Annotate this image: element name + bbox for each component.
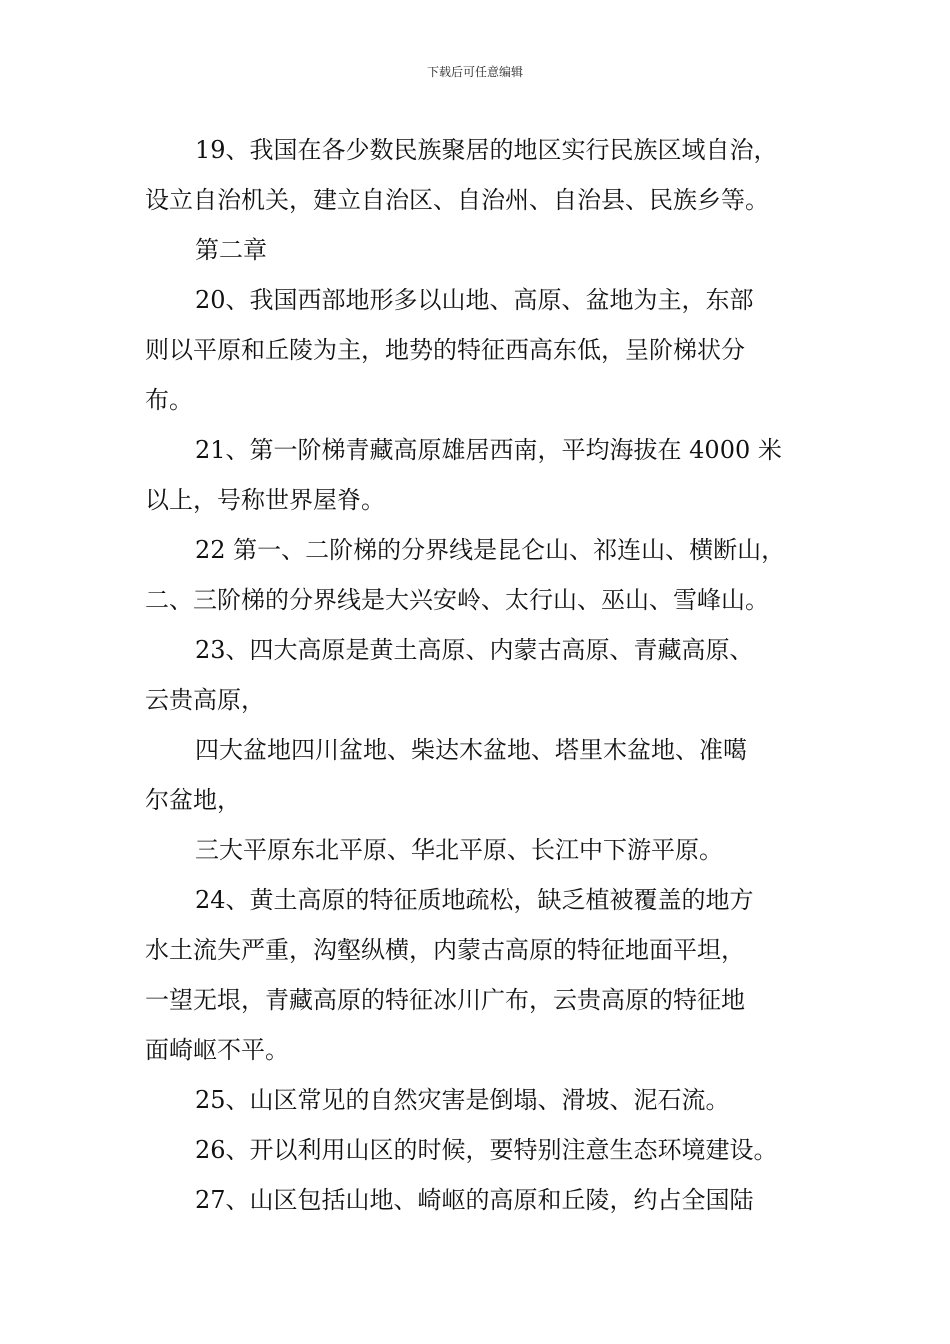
text-line: 以上，号称世界屋脊。 xyxy=(145,486,385,514)
text-line: 则以平原和丘陵为主，地势的特征西高东低，呈阶梯状分 xyxy=(145,336,745,364)
text-line: 24、黄土高原的特征质地疏松，缺乏植被覆盖的地方 xyxy=(195,886,754,914)
page-header: 下载后可任意编辑 xyxy=(426,65,523,79)
text-line: 26、开以利用山区的时候，要特别注意生态环境建设。 xyxy=(195,1136,778,1164)
text-line: 面崎岖不平。 xyxy=(145,1036,289,1064)
document-body xyxy=(145,125,813,1225)
text-line: 19、我国在各少数民族聚居的地区实行民族区域自治， xyxy=(195,136,778,164)
text-line: 云贵高原， xyxy=(145,686,265,714)
text-line: 27、山区包括山地、崎岖的高原和丘陵，约占全国陆 xyxy=(195,1186,754,1214)
text-line: 四大盆地四川盆地、柴达木盆地、塔里木盆地、准噶 xyxy=(195,736,747,764)
text-line: 水土流失严重，沟壑纵横，内蒙古高原的特征地面平坦， xyxy=(145,936,745,964)
text-line: 三大平原东北平原、华北平原、长江中下游平原。 xyxy=(195,836,723,864)
text-line: 21、第一阶梯青藏高原雄居西南，平均海拔在 4000 米 xyxy=(195,436,782,464)
text-line: 尔盆地， xyxy=(145,786,241,814)
text-line: 布。 xyxy=(145,386,193,414)
text-line: 一望无垠，青藏高原的特征冰川广布，云贵高原的特征地 xyxy=(145,986,745,1014)
text-line: 20、我国西部地形多以山地、高原、盆地为主，东部 xyxy=(195,286,754,314)
text-line: 23、四大高原是黄土高原、内蒙古高原、青藏高原、 xyxy=(195,636,754,664)
text-line: 25、山区常见的自然灾害是倒塌、滑坡、泥石流。 xyxy=(195,1086,730,1114)
text-line: 设立自治机关，建立自治区、自治州、自治县、民族乡等。 xyxy=(145,186,769,214)
text-line: 22 第一、二阶梯的分界线是昆仑山、祁连山、横断山， xyxy=(195,536,786,564)
text-line: 二、三阶梯的分界线是大兴安岭、太行山、巫山、雪峰山。 xyxy=(145,586,769,614)
text-line: 第二章 xyxy=(195,236,267,264)
